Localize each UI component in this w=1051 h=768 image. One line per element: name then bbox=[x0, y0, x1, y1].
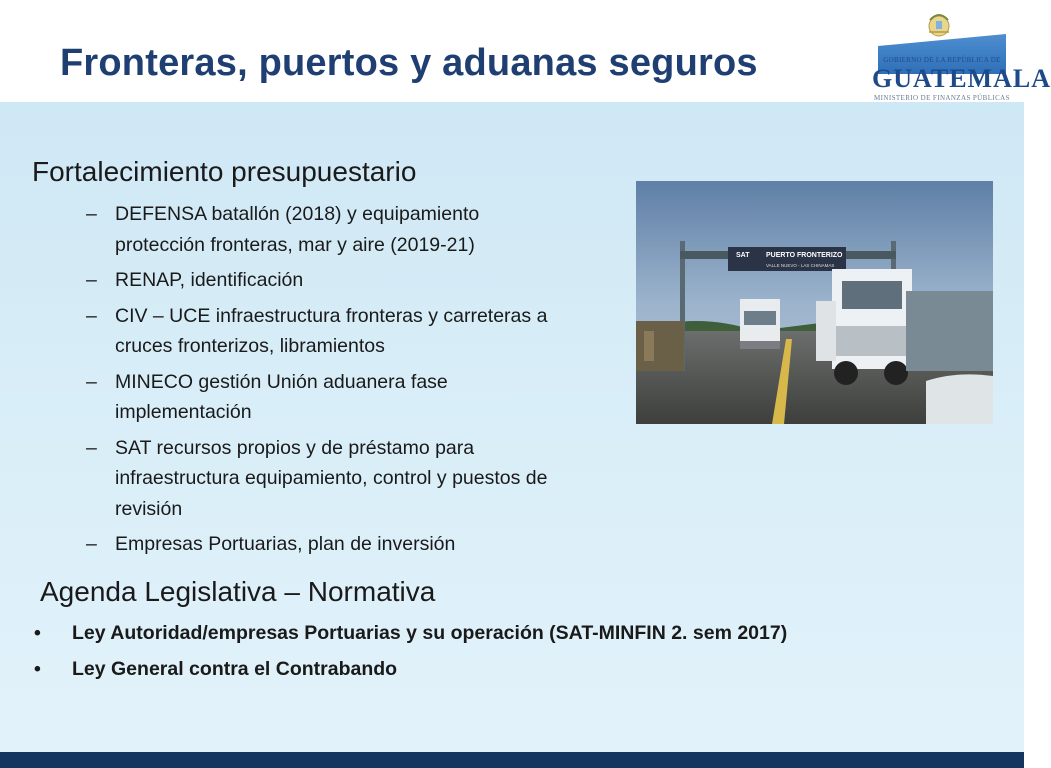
sign-main: PUERTO FRONTERIZO bbox=[766, 252, 843, 259]
budget-item-text: revisión bbox=[115, 497, 183, 520]
bullet-icon: • bbox=[34, 622, 41, 644]
budget-item-text: Empresas Portuarias, plan de inversión bbox=[115, 533, 456, 555]
logo-name: GUATEMALA bbox=[872, 64, 1051, 93]
budget-item-text: RENAP, identificación bbox=[115, 269, 304, 291]
budget-item-text: CIV – UCE infraestructura fronteras y carreteras a bbox=[115, 304, 548, 327]
dash-marker: – bbox=[86, 304, 97, 327]
guatemala-logo bbox=[872, 12, 1051, 102]
logo-line2: MINISTERIO DE FINANZAS PÚBLICAS bbox=[874, 94, 1010, 102]
dash-marker: – bbox=[86, 269, 97, 291]
budget-item-text: SAT recursos propios y de préstamo para bbox=[115, 436, 475, 459]
dash-marker: – bbox=[86, 436, 97, 459]
dash-marker: – bbox=[86, 203, 97, 225]
footer-bar bbox=[0, 752, 1024, 768]
logo-line1: GOBIERNO DE LA REPÚBLICA DE bbox=[883, 56, 1001, 64]
section-heading-legislative: Agenda Legislativa – Normativa bbox=[40, 576, 436, 607]
budget-item-text: MINECO gestión Unión aduanera fase bbox=[115, 370, 448, 393]
section-heading-budget: Fortalecimiento presupuestario bbox=[32, 156, 417, 187]
sign-small: VALLE NUEVO - LAS CHINAMAS bbox=[766, 263, 835, 268]
slide-title: Fronteras, puertos y aduanas seguros bbox=[60, 42, 758, 84]
legislative-item-text: Ley General contra el Contrabando bbox=[72, 658, 398, 680]
coat-of-arms-icon bbox=[924, 12, 954, 38]
budget-item-text: cruces fronterizos, libramientos bbox=[115, 335, 385, 357]
bullet-icon: • bbox=[34, 658, 41, 680]
dash-marker: – bbox=[86, 533, 97, 555]
budget-item-text: infraestructura equipamiento, control y puestos de bbox=[115, 467, 548, 489]
budget-item-text: DEFENSA batallón (2018) y equipamiento bbox=[115, 203, 480, 225]
dash-marker: – bbox=[86, 370, 97, 393]
budget-item-text: protección fronteras, mar y aire (2019-21) bbox=[115, 233, 475, 256]
legislative-item-text: Ley Autoridad/empresas Portuarias y su operación (SAT-MINFIN 2. sem 2017) bbox=[72, 622, 788, 644]
sign-sat: SAT bbox=[736, 252, 750, 259]
budget-item-text: implementación bbox=[115, 401, 252, 423]
border-crossing-photo bbox=[636, 181, 993, 424]
